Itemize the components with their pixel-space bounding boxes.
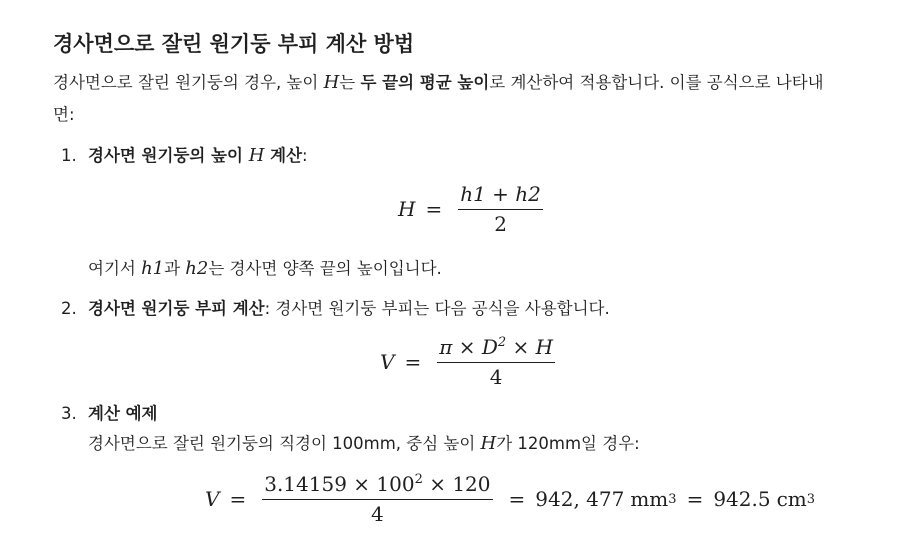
formula-volume-eq: = xyxy=(404,350,422,374)
list-item-3 xyxy=(61,400,158,424)
intro-text-post: 로 계산하여 적용합니다. 이를 공식으로 나타내면: xyxy=(53,73,824,124)
formula-height xyxy=(398,182,549,236)
formula-example-unit-cm: cm xyxy=(776,487,807,511)
item-1-note-var-h2: h2 xyxy=(185,258,209,279)
formula-example-unit-mm: mm xyxy=(630,487,669,511)
item-1-note-pre: 여기서 xyxy=(88,259,142,278)
item-1-heading-var: H xyxy=(248,145,265,166)
intro-var-h: H xyxy=(323,72,340,93)
list-number-1: 1. xyxy=(61,146,77,165)
formula-example-unit-cm-exp: 3 xyxy=(806,491,816,507)
formula-example-result-cm: 942.5 xyxy=(713,487,771,511)
item-1-heading-2: 계산 xyxy=(264,146,303,165)
item-1-note xyxy=(88,255,442,279)
list-number-2: 2. xyxy=(61,299,77,318)
item-1-heading: 경사면 원기둥의 높이 xyxy=(88,146,249,165)
item-3-note-post: 가 120mm일 경우: xyxy=(496,434,640,453)
item-1-note-post: 는 경사면 양쪽 끝의 높이입니다. xyxy=(208,259,442,278)
formula-volume-numerator xyxy=(437,335,555,363)
page-title: 경사면으로 잘린 원기둥 부피 계산 방법 xyxy=(53,32,415,56)
formula-example-fraction xyxy=(262,472,492,526)
formula-volume-exponent: 2 xyxy=(497,335,507,350)
formula-volume xyxy=(380,335,561,389)
intro-text-bold: 두 끝의 평균 높이 xyxy=(360,73,490,92)
formula-volume-numerator-b: × H xyxy=(506,335,554,359)
formula-height-fraction xyxy=(458,182,543,236)
item-3-heading: 계산 예제 xyxy=(88,404,158,423)
item-1-heading-rest: : xyxy=(302,146,308,165)
formula-example-eq: = xyxy=(229,487,247,511)
formula-example-result-mm: 942, 477 xyxy=(535,487,625,511)
intro-text-pre: 경사면으로 잘린 원기둥의 경우, 높이 xyxy=(53,73,324,92)
formula-example-numerator-b: × 120 xyxy=(422,472,491,496)
formula-height-lhs: H xyxy=(398,197,416,221)
intro-text-mid: 는 xyxy=(339,73,361,92)
formula-volume-denominator: 4 xyxy=(489,365,503,389)
formula-height-numerator: h1 + h2 xyxy=(458,182,543,210)
intro-paragraph xyxy=(53,67,843,131)
formula-example-numerator xyxy=(262,472,492,500)
list-number-3: 3. xyxy=(61,404,77,423)
item-3-note-var-h: H xyxy=(480,433,497,454)
item-1-note-var-h1: h1 xyxy=(141,258,165,279)
formula-example-lhs: V xyxy=(205,487,220,511)
list-item-1 xyxy=(61,142,308,166)
item-3-note xyxy=(88,430,640,454)
formula-height-eq: = xyxy=(425,197,443,221)
formula-example-exponent: 2 xyxy=(414,472,423,487)
item-2-heading-rest: : 경사면 원기둥 부피는 다음 공식을 사용합니다. xyxy=(264,299,610,318)
formula-example-denominator: 4 xyxy=(371,502,384,526)
formula-example-unit-mm-exp: 3 xyxy=(668,491,677,507)
formula-example-eq3: = xyxy=(686,487,704,511)
formula-example-numerator-a: 3.14159 × 100 xyxy=(264,472,415,496)
formula-example-eq2: = xyxy=(508,487,526,511)
item-3-note-pre: 경사면으로 잘린 원기둥의 직경이 100mm, 중심 높이 xyxy=(88,434,481,453)
formula-example xyxy=(205,472,815,526)
formula-height-denominator: 2 xyxy=(494,212,507,236)
formula-volume-lhs: V xyxy=(380,350,395,374)
formula-volume-fraction xyxy=(437,335,555,389)
formula-volume-numerator-a: π × D xyxy=(439,335,498,359)
item-1-note-mid: 과 xyxy=(164,259,186,278)
list-item-2 xyxy=(61,295,610,319)
item-2-heading: 경사면 원기둥 부피 계산 xyxy=(88,299,265,318)
